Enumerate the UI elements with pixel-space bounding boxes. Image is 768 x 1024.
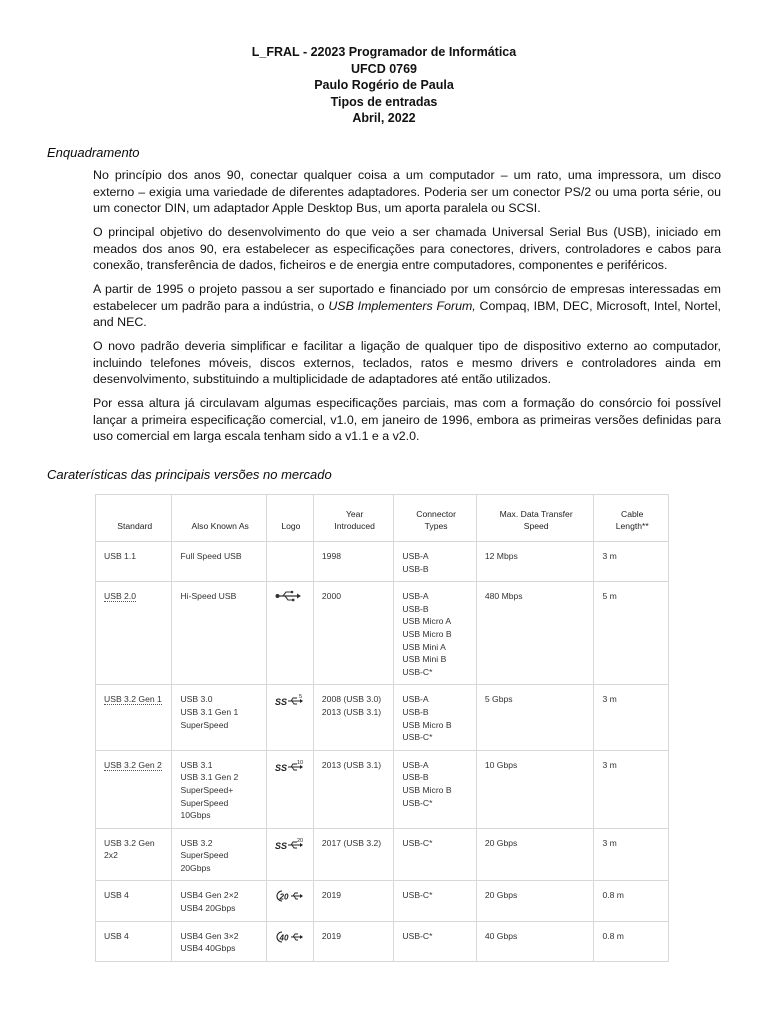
aka-line: SuperSpeed — [180, 850, 229, 861]
table-row — [96, 881, 669, 921]
connector-line: USB-B — [402, 772, 429, 783]
cell-aka — [172, 828, 266, 881]
header-cable — [594, 495, 669, 542]
cell-aka — [172, 881, 266, 921]
cell-logo — [266, 881, 313, 921]
cell-year — [313, 921, 394, 961]
cell-speed: 20 Gbps — [476, 881, 594, 921]
cell-year — [313, 828, 394, 881]
usb-versions-table — [95, 494, 669, 962]
connector-line: USB-C* — [402, 930, 433, 941]
connector-line: USB Mini A — [402, 641, 446, 652]
cell-cable: 3 m — [594, 750, 669, 828]
year-line: 2019 — [321, 890, 342, 901]
cell-cable: 5 m — [594, 582, 669, 685]
header-year-line2: Introduced — [334, 521, 375, 532]
header-speed-line2: Speed — [523, 521, 549, 532]
connector-line: USB Micro B — [402, 784, 452, 795]
header-conn-line2: Types — [424, 521, 448, 532]
paragraph-4: O novo padrão deveria simplificar e facilitar a ligação de qualquer tipo de dispositivo externo ao computador, incluindo telefones móveis, discos externos, teclados, ratos e mesmo drivers e controladores ainda em desenvolvimento, substituindo a multiplicidade de adaptadores até então utilizados. — [93, 339, 721, 387]
cell-aka — [172, 750, 266, 828]
cell-cable: 3 m — [594, 685, 669, 750]
connector-line: USB-C* — [402, 837, 433, 848]
cell-logo — [266, 750, 313, 828]
cell-cable: 3 m — [594, 828, 669, 881]
cell-year — [313, 542, 394, 582]
cell-standard — [96, 582, 172, 685]
cell-connectors — [394, 881, 476, 921]
cell-speed: 480 Mbps — [476, 582, 594, 685]
header-speed-line1: Max. Data Transfer — [499, 508, 573, 519]
connector-line: USB-A — [402, 694, 429, 705]
author-name: Paulo Rogério de Paula — [314, 78, 454, 92]
connector-line: USB Micro A — [402, 616, 452, 627]
aka-line: USB4 Gen 2×2 — [180, 890, 239, 901]
connector-line: USB-C* — [402, 797, 433, 808]
cell-year — [313, 582, 394, 685]
cell-speed: 40 Gbps — [476, 921, 594, 961]
header-conn-line1: Connector — [416, 508, 456, 519]
cell-cable: 0.8 m — [594, 881, 669, 921]
aka-line: SuperSpeed — [180, 797, 229, 808]
cell-aka — [172, 542, 266, 582]
paragraph-3 — [93, 281, 721, 331]
connector-line: USB-B — [402, 706, 429, 717]
logo-number: 20 — [296, 837, 304, 844]
connector-line: USB-B — [402, 603, 429, 614]
aka-line: USB 3.1 — [180, 759, 213, 770]
aka-line: USB4 40Gbps — [180, 943, 236, 954]
logo-number: 5 — [298, 694, 302, 701]
cell-connectors — [394, 582, 476, 685]
year-line: 2019 — [321, 930, 342, 941]
standard-link[interactable]: USB 2.0 — [104, 591, 137, 602]
aka-line: USB4 20Gbps — [180, 903, 236, 914]
connector-line: USB-C* — [402, 732, 433, 743]
cell-aka — [172, 685, 266, 750]
connector-line: USB Mini B — [402, 654, 447, 665]
table-row — [96, 685, 669, 750]
cell-connectors — [394, 828, 476, 881]
cell-logo — [266, 542, 313, 582]
header-year-line1: Year — [345, 508, 364, 519]
aka-line: Hi-Speed USB — [180, 591, 237, 602]
cell-speed: 10 Gbps — [476, 750, 594, 828]
table-row — [96, 921, 669, 961]
cell-standard: USB 1.1 — [96, 542, 172, 582]
cell-standard: USB 4 — [96, 881, 172, 921]
header-standard: Standard — [96, 495, 172, 542]
header-logo: Logo — [266, 495, 313, 542]
svg-text:SS: SS — [274, 762, 287, 773]
cell-speed: 20 Gbps — [476, 828, 594, 881]
aka-line: Full Speed USB — [180, 551, 242, 561]
connector-line: USB-C* — [402, 890, 433, 901]
cell-cable: 3 m — [594, 542, 669, 582]
year-line: 2008 (USB 3.0) — [321, 694, 382, 705]
connector-line: USB-A — [402, 591, 429, 602]
year-line: 2017 (USB 3.2) — [321, 837, 382, 848]
standard-link[interactable]: USB 3.2 Gen 1 — [104, 694, 162, 705]
usb4-40gbps-icon — [275, 930, 305, 944]
document-date: Abril, 2022 — [352, 111, 416, 125]
aka-line: USB4 Gen 3×2 — [180, 930, 239, 941]
header-cable-line2: Length** — [615, 521, 649, 532]
header-year — [313, 495, 394, 542]
connector-line: USB Micro B — [402, 719, 452, 730]
document-topic: Tipos de entradas — [330, 94, 438, 109]
cell-connectors — [394, 750, 476, 828]
cell-speed: 5 Gbps — [476, 685, 594, 750]
section-title-versions: Caraterísticas das principais versões no mercado — [47, 467, 332, 482]
logo-number: 10 — [296, 759, 304, 766]
cell-aka — [172, 921, 266, 961]
year-line: 2013 (USB 3.1) — [321, 759, 382, 770]
year-line: 2013 (USB 3.1) — [321, 706, 382, 717]
header-speed — [476, 495, 594, 542]
header-connector — [394, 495, 476, 542]
cell-logo — [266, 685, 313, 750]
paragraph-1: No princípio dos anos 90, conectar qualquer coisa a um computador – um rato, uma impressora, um disco externo – exigia uma variedade de diferentes adaptadores. Poderia ser um conector PS/2 ou uma porta série, ou um conector DIN, um adaptador Apple Desktop Bus, um aporta paralela ou SCSI. — [93, 168, 721, 216]
connector-line: USB-A — [402, 551, 429, 561]
standard-link[interactable]: USB 3.2 Gen 2 — [104, 759, 162, 770]
year-line: 2000 — [321, 591, 342, 602]
paragraph-5: Por essa altura já circulavam algumas especificações parciais, mas com a formação do consórcio foi possível lançar a primeira especificação comercial, v1.0, em janeiro de 1996, embora as primeiras versões definidas para uso comercial em larga escala tenham sido a v1.1 e a v2.0. — [93, 396, 721, 444]
table-header-row — [96, 495, 669, 542]
usb4-20gbps-icon — [275, 889, 305, 903]
connector-line: USB-B — [402, 563, 429, 574]
superspeed-5-icon — [275, 693, 305, 707]
aka-line: USB 3.1 Gen 2 — [180, 772, 239, 783]
aka-line: SuperSpeed+ — [180, 784, 234, 795]
cell-connectors — [394, 921, 476, 961]
course-title: L_FRAL - 22023 Programador de Informática — [251, 45, 517, 59]
logo-number: 20 — [279, 892, 289, 902]
usb-if-name: USB Implementers Forum, — [328, 298, 476, 313]
usb-trident-icon — [275, 590, 301, 602]
table-row — [96, 542, 669, 582]
cell-logo — [266, 828, 313, 881]
superspeed-20-icon — [275, 837, 305, 851]
cell-standard — [96, 750, 172, 828]
paragraph-2: O principal objetivo do desenvolvimento do que veio a ser chamada Universal Serial Bus (USB), iniciado em meados dos anos 90, era estabelecer as especificações para conectores, drivers, controladores e cabos para conexão, transferência de dados, ficheiros e de energia entre computadores, componentes e periféricos. — [93, 225, 721, 273]
cell-year — [313, 881, 394, 921]
cell-standard — [96, 685, 172, 750]
header-aka: Also Known As — [172, 495, 266, 542]
svg-text:SS: SS — [274, 840, 287, 851]
cell-logo — [266, 921, 313, 961]
cell-year — [313, 750, 394, 828]
svg-text:SS: SS — [274, 697, 287, 708]
aka-line: SuperSpeed — [180, 719, 229, 730]
superspeed-10-icon — [275, 759, 305, 773]
aka-line: USB 3.1 Gen 1 — [180, 706, 239, 717]
cell-standard: USB 3.2 Gen 2x2 — [96, 828, 172, 881]
cell-connectors — [394, 685, 476, 750]
cell-cable: 0.8 m — [594, 921, 669, 961]
table-row — [96, 582, 669, 685]
aka-line: 20Gbps — [180, 862, 211, 873]
document-header — [0, 44, 768, 127]
paragraph-3-text-b: Compaq, IBM, DEC, Microsoft, Intel, Nortel, and NEC. — [93, 298, 721, 330]
section-title-enquadramento: Enquadramento — [47, 145, 140, 160]
cell-standard: USB 4 — [96, 921, 172, 961]
table-row — [96, 828, 669, 881]
aka-line: 10Gbps — [180, 810, 211, 821]
connector-line: USB Micro B — [402, 628, 452, 639]
table-row — [96, 750, 669, 828]
cell-aka — [172, 582, 266, 685]
aka-line: USB 3.0 — [180, 694, 213, 705]
connector-line: USB-A — [402, 759, 429, 770]
header-cable-line1: Cable — [620, 508, 644, 519]
logo-number: 40 — [279, 933, 289, 943]
ufcd-code: UFCD 0769 — [351, 61, 417, 76]
year-line: 1998 — [321, 551, 342, 561]
aka-line: USB 3.2 — [180, 837, 213, 848]
cell-speed: 12 Mbps — [476, 542, 594, 582]
cell-logo — [266, 582, 313, 685]
cell-connectors — [394, 542, 476, 582]
cell-year — [313, 685, 394, 750]
paragraph-3-text-a: A partir de 1995 o projeto passou a ser suportado e financiado por um consórcio de empresas interessadas em estabelecer um padrão para a indústria, o — [93, 282, 721, 313]
connector-line: USB-C* — [402, 666, 433, 677]
